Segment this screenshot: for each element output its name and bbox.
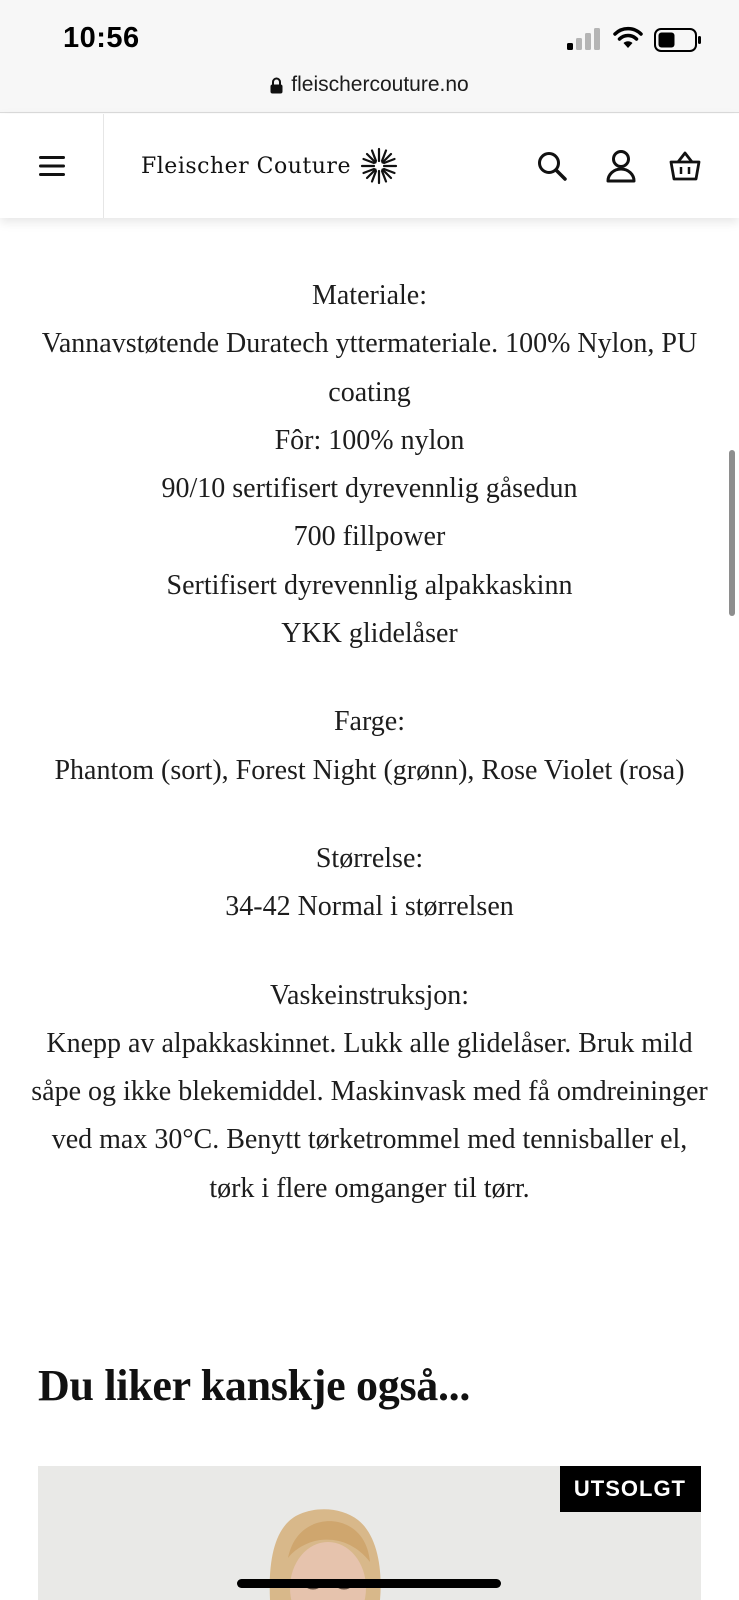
size-text: 34-42 Normal i størrelsen: [225, 891, 514, 923]
logo-burst-icon: [359, 146, 399, 186]
material-line: 90/10 sertifisert dyrevennlig gåsedun: [161, 473, 578, 505]
address-bar[interactable]: [0, 70, 739, 100]
related-products-title: Du liker kanskje også...: [38, 1361, 471, 1410]
color-text: Phantom (sort), Forest Night (grønn), Rose Violet (rosa): [54, 754, 685, 786]
material-heading: Materiale:: [311, 280, 428, 311]
site-header: [0, 114, 739, 218]
size-heading: Størrelse:: [315, 842, 424, 874]
menu-icon: [39, 156, 65, 176]
account-button[interactable]: [603, 148, 639, 184]
site-logo[interactable]: [141, 146, 399, 186]
material-line: Fôr: 100% nylon: [274, 424, 465, 456]
account-icon: [605, 149, 637, 183]
scrollbar[interactable]: [729, 450, 735, 616]
battery-icon: [654, 28, 702, 52]
menu-button[interactable]: [0, 114, 104, 218]
home-indicator[interactable]: [237, 1579, 501, 1588]
color-heading: Farge:: [333, 706, 406, 738]
search-icon: [536, 150, 568, 182]
product-description: [30, 272, 709, 1213]
cart-button[interactable]: [667, 148, 703, 184]
status-time: 10:56: [63, 22, 140, 54]
material-line: Sertifisert dyrevennlig alpakkaskinn: [166, 569, 573, 601]
wash-heading: Vaskeinstruksjon:: [269, 979, 470, 1011]
browser-chrome: [0, 0, 739, 113]
cellular-signal-icon: [567, 28, 601, 50]
material-line: 700 fillpower: [293, 521, 446, 553]
search-button[interactable]: [534, 148, 570, 184]
lock-icon: [270, 77, 283, 94]
wash-text: Knepp av alpakkaskinnet. Lukk alle glidelåser. Bruk mild såpe og ikke blekemiddel. Maskinvask med få omdreininger ved max 30°C. Benytt tørketrommel med tennisballer el, tørk i flere omganger til tørr.: [31, 1027, 708, 1204]
material-line: YKK glidelåser: [281, 618, 458, 650]
sold-out-badge: UTSOLGT: [560, 1466, 701, 1512]
material-line: Vannavstøtende Duratech yttermateriale. 100% Nylon, PU coating: [41, 328, 698, 408]
wifi-icon: [613, 26, 643, 50]
basket-icon: [669, 150, 701, 182]
url-text: fleischercouture.no: [291, 73, 469, 96]
logo-text: Fleischer Couture: [141, 153, 351, 179]
